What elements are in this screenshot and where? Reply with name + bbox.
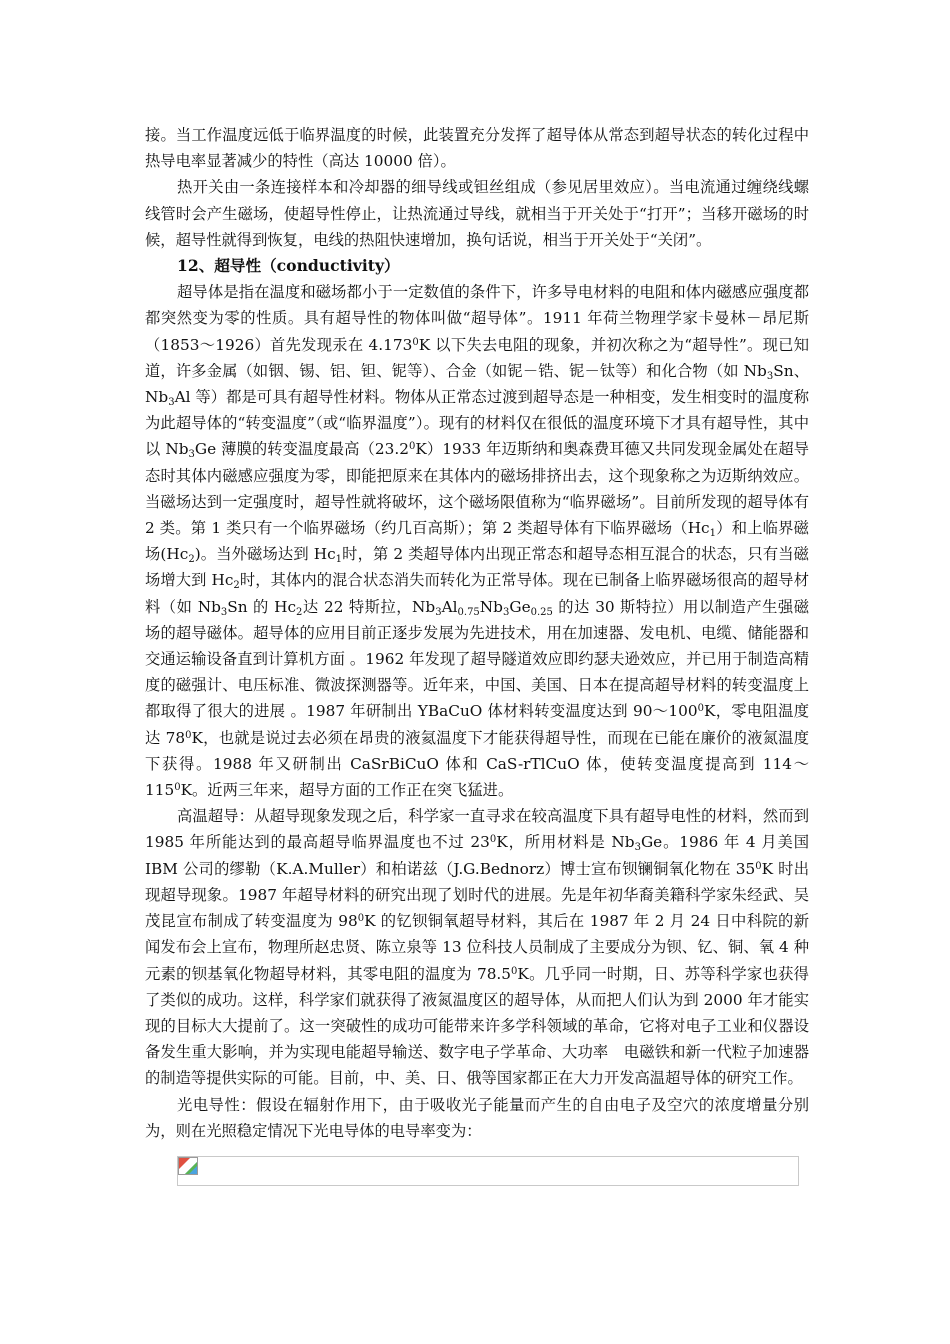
- paragraph-superconductivity: 超导体是指在温度和磁场都小于一定数值的条件下，许多导电材料的电阻和体内磁感应强度都都突然变为零的性质。具有超导性的物体叫做“超导体”。1911 年荷兰物理学家卡曼林－昂尼斯（1853～1926）首先发现汞在 4.173$^0$K 以下失去电阻的现象，并初次称之为“超导性”。现已知道，许多金属（如铟、锡、铝、钽、铌等）、合金（如铌－锆、铌－钛等）和化合物（如 $Nb_3Sn$、$Nb_3Al$ 等）都是可具有超导性材料。物体从正常态过渡到超导态是一种相变，发生相变时的温度称为此超导体的“转变温度”（或“临界温度”）。现有的材料仅在很低的温度环境下才具有超导性，其中以 $Nb_3Ge$ 薄膜的转变温度最高（23.2$^0$K）1933 年迈斯纳和奥森费耳德又共同发现金属处在超导态时其体内磁感应强度为零，即能把原来在其体内的磁场排挤出去，这个现象称之为迈斯纳效应。当磁场达到一定强度时，超导性就将破坏，这个磁场限值称为“临界磁场”。目前所发现的超导体有 2 类。第 1 类只有一个临界磁场（约几百高斯）；第 2 类超导体有下临界磁场$(Hc_1)$和上临界磁场$(Hc_2)$。当外磁场达到 $Hc_1$时，第 2 类超导体内出现正常态和超导态相互混合的状态，只有当磁场增大到 $Hc_2$时，其体内的混合状态消失而转化为正常导体。现在已制备上临界磁场很高的超导材料（如 $Nb_3Sn$ 的 $Hc_2$达 22 特斯拉，$Nb_3Al_{0.75}Nb_3Ge_{0.25}$ 的达 30 斯特拉）用以制造产生强磁场的超导磁体。超导体的应用目前正逐步发展为先进技术，用在加速器、发电机、电缆、储能器和交通运输设备直到计算机方面 。1962 年发现了超导隧道效应即约瑟夫逊效应，并已用于制造高精度的磁强计、电压标准、微波探测器等。近年来，中国、美国、日本在提高超导材料的转变温度上都取得了很大的进展 。1987 年研制出 YBaCuO 体材料转变温度达到 $90\sim 100^0K$，零电阻温度达 $78^0K$，也就是说过去必须在昂贵的液氦温度下才能获得超导性，而现在已能在廉价的液氮温度下获得。1988 年又研制出 CaSrBiCuO 体和 CaS-rTlCuO 体，使转变温度提高到 $114\sim 115^0K$。近两三年来，超导方面的工作正在突飞猛进。: [145, 283, 810, 800]
- paragraph-1: 接。当工作温度远低于临界温度的时候，此装置充分发挥了超导体从常态到超导状态的转化过程中热导电率显著减少的特性（高达 10000 倍）。: [145, 126, 809, 171]
- section-heading: 12、超导性（conductivity）: [177, 256, 400, 276]
- paragraph-thermal-switch: 热开关由一条连接样本和冷却器的细导线或钽丝组成（参见居里效应）。当电流通过缠绕线螺线管时会产生磁场，使超导性停止，让热流通过导线，就相当于开关处于“打开”；当移开磁场的时候，超导性就得到恢复，电线的热阻快速增加，换句话说，相当于开关处于“关闭”。: [145, 178, 809, 249]
- paragraph-photoconductivity: 光电导性：假设在辐射作用下，由于吸收光子能量而产生的自由电子及空穴的浓度增量分别为，则在光照稳定情况下光电导体的电导率变为：: [145, 1095, 809, 1140]
- broken-image-icon: [178, 1157, 198, 1175]
- formula-image-placeholder: [177, 1156, 799, 1186]
- document-body: [145, 122, 809, 1186]
- paragraph-high-temp-superconductivity: 高温超导：从超导现象发现之后，科学家一直寻求在较高温度下具有超导电性的材料，然而到 1985 年所能达到的最高超导临界温度也不过 $23^0K$，所用材料是 $Nb_3Ge$。1986 年 4 月美国 IBM 公司的缪勒（K.A.Muller）和柏诺兹（J.G.Bednorz）博士宣布钡镧铜氧化物在 $35^0K$ 时出现超导现象。1987 年超导材料的研究出现了划时代的进展。先是年初华裔美籍科学家朱经武、吴茂昆宣布制成了转变温度为 $98^0K$ 的钇钡铜氧超导材料，其后在 1987 年 2 月 24 日中科院的新闻发布会上宣布，物理所赵忠贤、陈立泉等 13 位科技人员制成了主要成分为钡、钇、铜、氧 4 种元素的钡基氧化物超导材料，其零电阻的温度为 78.5$^0$K。几乎同一时期，日、苏等科学家也获得了类似的成功。这样，科学家们就获得了液氮温度区的超导体，从而把人们认为到 2000 年才能实现的目标大大提前了。这一突破性的成功可能带来许多学科领域的革命，它将对电子工业和仪器设备发生重大影响，并为实现电能超导输送、数字电子学革命、大功率 电磁铁和新一代粒子加速器的制造等提供实际的可能。目前，中、美、日、俄等国家都正在大力开发高温超导体的研究工作。: [145, 807, 810, 1088]
